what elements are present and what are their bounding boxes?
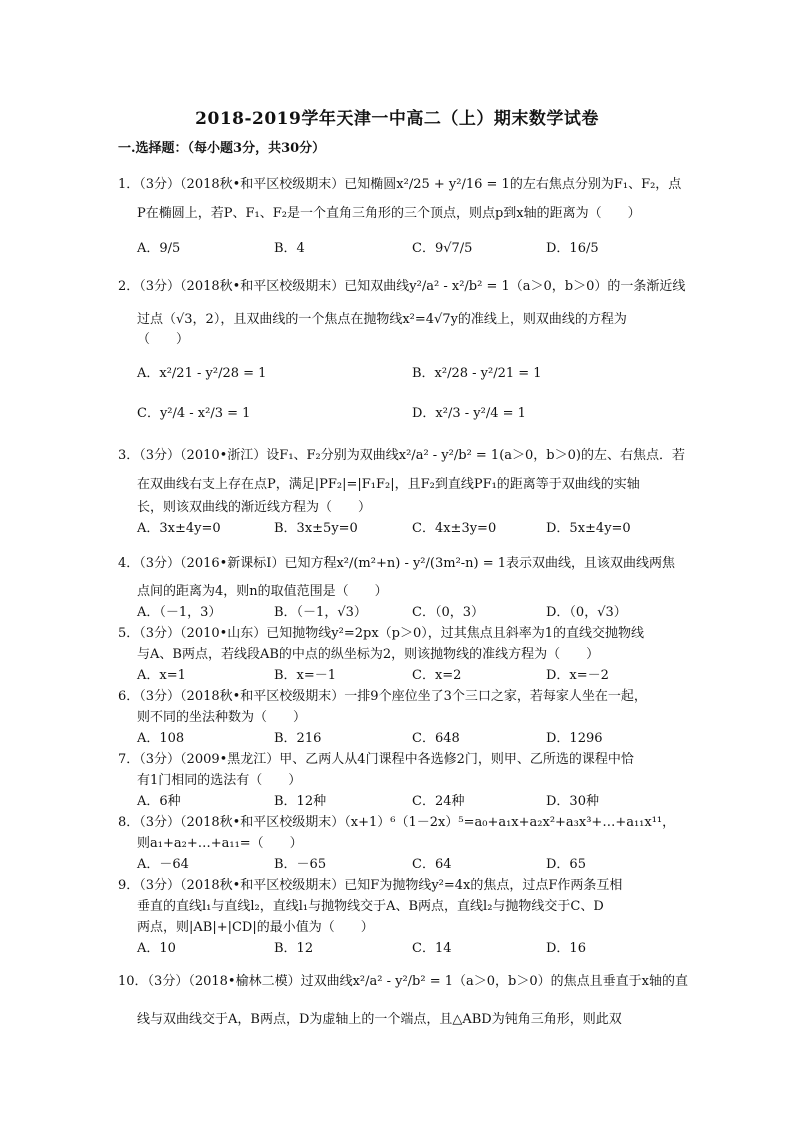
section-heading: 一.选择题：（每小题3分，共30分） (118, 141, 326, 156)
question-6-line-1 (118, 685, 647, 704)
question-5-line-2: 与A、B两点，若线段AB的中点的纵坐标为2，则该抛物线的准线方程为（ ） (137, 647, 600, 662)
question-number: 9． (118, 878, 140, 893)
question-9-option-b[interactable]: B．12 (274, 941, 314, 956)
question-4-option-d[interactable]: D．（0，√3） (546, 605, 627, 620)
question-7-option-c[interactable]: C．24种 (412, 794, 465, 809)
question-4-line-2: 点间的距离为4，则n的取值范围是（ ） (137, 584, 388, 599)
question-number: 1． (118, 177, 140, 192)
question-2-line-1 (118, 275, 685, 294)
question-8-option-d[interactable]: D．65 (546, 857, 586, 872)
question-number: 7． (118, 752, 140, 767)
question-2-option-d[interactable]: D．x²/3 - y²/4 = 1 (412, 406, 526, 421)
question-7-option-d[interactable]: D．30种 (546, 794, 599, 809)
question-3-option-c[interactable]: C．4x±3y=0 (412, 521, 497, 536)
question-9-option-a[interactable]: A．10 (137, 941, 176, 956)
question-text: （3分）（2016•新课标Ⅰ）已知方程x²/(m²+n) - y²/(3m²-n) = 1表示双曲线，且该双曲线两焦 (139, 556, 676, 571)
question-text: （3分）（2018秋•和平区校级期末）一排9个座位坐了3个三口之家，若每家人坐在一起， (139, 689, 647, 704)
question-3-line-1 (118, 444, 685, 463)
question-text: （3分）（2018秋•和平区校级期末）已知双曲线y²/a² - x²/b² = 1（a＞0，b＞0）的一条渐近线 (139, 279, 686, 294)
question-8-line-1 (118, 811, 675, 830)
question-10-line-1 (118, 970, 688, 989)
question-1-line-2: P在椭圆上，若P、F₁、F₂是一个直角三角形的三个顶点，则点p到x轴的距离为（ ） (137, 206, 641, 221)
question-1-line-1 (118, 173, 681, 192)
question-number: 8． (118, 815, 140, 830)
question-3-option-d[interactable]: D．5x±4y=0 (546, 521, 631, 536)
question-text: （3分）（2010•山东）已知抛物线y²=2px（p＞0），过其焦点且斜率为1的直线交抛物线 (139, 626, 645, 641)
question-7-option-b[interactable]: B．12种 (274, 794, 327, 809)
question-text: （3分）（2010•浙江）设F₁、F₂分别为双曲线x²/a² - y²/b² = 1(a＞0，b＞0)的左、右焦点．若 (139, 448, 685, 463)
question-8-option-c[interactable]: C．64 (412, 857, 452, 872)
question-6-option-b[interactable]: B．216 (274, 731, 322, 746)
question-2-option-b[interactable]: B．x²/28 - y²/21 = 1 (412, 366, 542, 381)
question-4-option-b[interactable]: B．（－1，√3） (274, 605, 367, 620)
question-9-option-d[interactable]: D．16 (546, 941, 586, 956)
question-2-line-2: 过点（√3，2），且双曲线的一个焦点在抛物线x²=4√7y的准线上，则双曲线的方程为 (137, 312, 627, 327)
question-5-option-b[interactable]: B．x=－1 (274, 668, 337, 683)
question-text: （3分）（2018•榆林二模）过双曲线x²/a² - y²/b² = 1（a＞0，b＞0）的焦点且垂直于x轴的直 (147, 974, 688, 989)
question-8-line-2: 则a₁+a₂+…+a₁₁=（ ） (137, 836, 303, 851)
question-4-option-c[interactable]: C．（0，3） (412, 605, 484, 620)
question-number: 10． (118, 974, 148, 989)
question-text: （3分）（2018秋•和平区校级期末）已知F为抛物线y²=4x的焦点，过点F作两条互相 (139, 878, 623, 893)
question-2-option-a[interactable]: A．x²/21 - y²/28 = 1 (137, 366, 267, 381)
question-7-option-a[interactable]: A．6种 (137, 794, 181, 809)
question-7-line-2: 有1门相同的选法有（ ） (137, 773, 302, 788)
question-5-option-c[interactable]: C．x=2 (412, 668, 462, 683)
question-6-option-d[interactable]: D．1296 (546, 731, 603, 746)
question-4-line-1 (118, 552, 675, 571)
question-6-option-a[interactable]: A．108 (137, 731, 185, 746)
question-8-option-b[interactable]: B．－65 (274, 857, 327, 872)
question-3-line-2: 在双曲线右支上存在点P，满足|PF₂|=|F₁F₂|，且F₂到直线PF₁的距离等于双曲线的实轴 (137, 477, 640, 492)
question-number: 2． (118, 279, 140, 294)
page-title: 2018-2019学年天津一中高二（上）期末数学试卷 (195, 109, 599, 129)
question-7-line-1 (118, 748, 634, 767)
question-number: 6． (118, 689, 140, 704)
question-1-option-b[interactable]: B．4 (274, 241, 305, 256)
question-10-line-2: 线与双曲线交于A，B两点，D为虚轴上的一个端点，且△ABD为钝角三角形，则此双 (137, 1012, 622, 1027)
question-5-line-1 (118, 622, 644, 641)
question-3-option-b[interactable]: B．3x±5y=0 (274, 521, 358, 536)
question-number: 3． (118, 448, 140, 463)
question-6-option-c[interactable]: C．648 (412, 731, 460, 746)
question-6-line-2: 则不同的坐法种数为（ ） (137, 710, 307, 725)
question-text: （3分）（2018秋•和平区校级期末）已知椭圆x²/25 + y²/16 = 1的左右焦点分别为F₁、F₂，点 (139, 177, 682, 192)
question-5-option-d[interactable]: D．x=－2 (546, 668, 609, 683)
question-1-option-a[interactable]: A．9/5 (137, 241, 181, 256)
question-9-option-c[interactable]: C．14 (412, 941, 452, 956)
question-number: 5． (118, 626, 140, 641)
question-5-option-a[interactable]: A．x=1 (137, 668, 186, 683)
question-3-line-3: 长，则该双曲线的渐近线方程为（ ） (137, 500, 372, 515)
question-9-line-3: 两点，则|AB|+|CD|的最小值为（ ） (137, 920, 374, 935)
question-9-line-1 (118, 874, 622, 893)
question-number: 4． (118, 556, 140, 571)
question-1-option-d[interactable]: D．16/5 (546, 241, 599, 256)
question-1-option-c[interactable]: C．9√7/5 (412, 241, 473, 256)
question-9-line-2: 垂直的直线l₁与直线l₂，直线l₁与抛物线交于A、B两点，直线l₂与抛物线交于C、D (137, 899, 604, 914)
question-8-option-a[interactable]: A．－64 (137, 857, 189, 872)
question-2-option-c[interactable]: C．y²/4 - x²/3 = 1 (137, 406, 251, 421)
question-2-line-3: （ ） (137, 332, 190, 347)
question-3-option-a[interactable]: A．3x±4y=0 (137, 521, 221, 536)
question-text: （3分）（2018秋•和平区校级期末）（x+1）⁶（1－2x）⁵=a₀+a₁x+a₂x²+a₃x³+…+a₁₁x¹¹， (139, 815, 676, 830)
question-4-option-a[interactable]: A．（－1，3） (137, 605, 222, 620)
question-text: （3分）（2009•黑龙江）甲、乙两人从4门课程中各选修2门，则甲、乙所选的课程中恰 (139, 752, 634, 767)
